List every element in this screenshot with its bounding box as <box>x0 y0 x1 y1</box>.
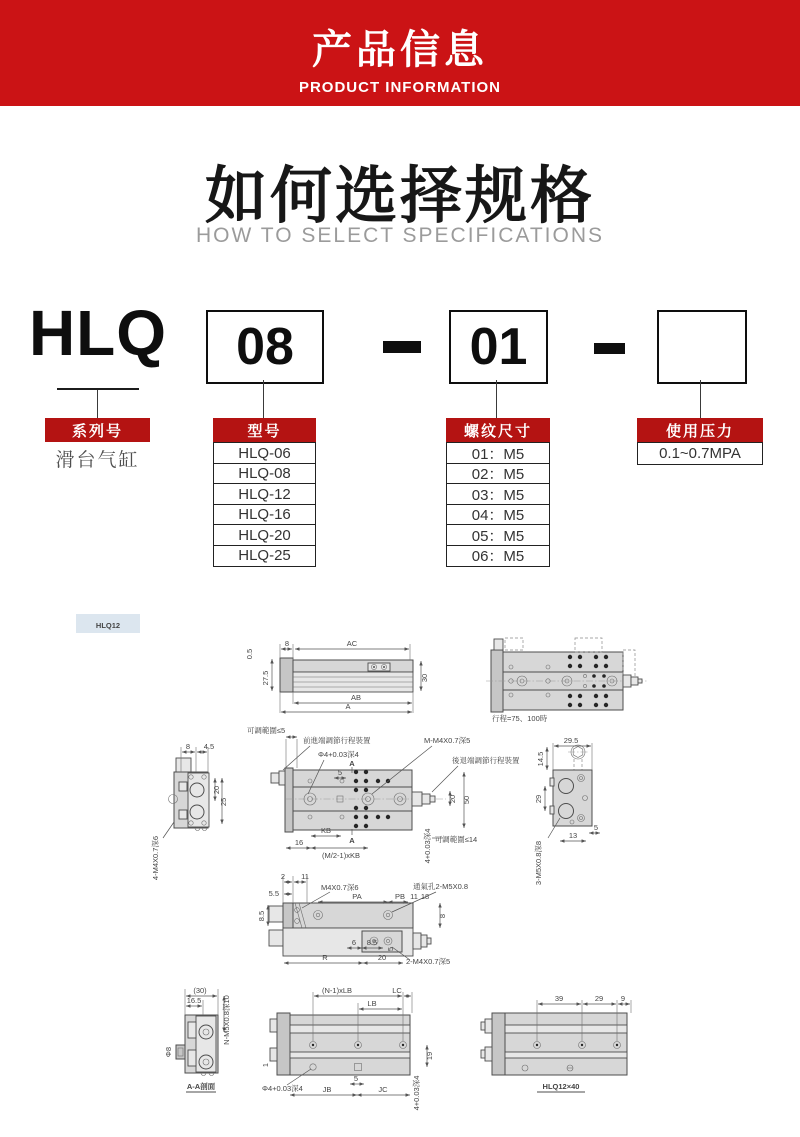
dash-separator <box>383 341 421 353</box>
dim-label: 8 <box>185 742 191 751</box>
annotation: 通氣孔2-M5X0.8 <box>413 882 469 891</box>
view-label: A-A剖面 <box>186 1082 216 1091</box>
dim-label: A <box>345 702 351 711</box>
model-box-thread: 01 <box>449 310 548 384</box>
dim-label: 11 <box>410 892 418 901</box>
annotation: Φ4+0.03深4 <box>262 1084 303 1093</box>
dim-label: (N-1)xLB <box>321 986 353 995</box>
connector-line <box>496 380 497 418</box>
table-row: 06：M5 <box>446 545 550 567</box>
dim-label: LC <box>392 986 402 995</box>
dim-label: 29.5 <box>563 736 579 745</box>
annotation: 2-M4X0.7深5 <box>406 957 451 966</box>
dim-label: 29 <box>534 794 543 804</box>
dim-label: 5.5 <box>268 889 279 898</box>
dim-label: KB <box>320 826 332 835</box>
pressure-header: 使用压力 <box>637 418 763 442</box>
table-row: HLQ-06 <box>213 442 316 464</box>
model-header: 型号 <box>213 418 316 442</box>
dim-label: 4+0.03深4 <box>412 1075 421 1111</box>
dim-label: 8 <box>438 913 447 919</box>
model-table <box>213 442 316 567</box>
dim-label: 16 <box>294 838 304 847</box>
table-row: HLQ-12 <box>213 483 316 505</box>
dash-separator <box>594 343 625 354</box>
drawing-model-badge <box>76 614 140 633</box>
table-row: 0.1~0.7MPA <box>637 442 763 465</box>
technical-drawings <box>0 600 800 1137</box>
dim-label: 11 <box>301 872 309 881</box>
dim-label: 19 <box>425 1051 434 1061</box>
section-mark: A <box>349 836 355 845</box>
view-side-top <box>245 639 429 713</box>
view-plan-top <box>486 638 648 723</box>
dim-label: 13 <box>568 831 578 840</box>
view-end-left <box>151 742 228 880</box>
table-row: 03：M5 <box>446 483 550 505</box>
dim-label: 6 <box>351 938 357 947</box>
dim-label: 29 <box>594 994 604 1003</box>
dim-label: 8.5 <box>257 910 266 922</box>
view-end-right <box>534 736 600 885</box>
dim-label: 5 <box>593 823 599 832</box>
dim-label: (30) <box>193 986 207 995</box>
connector-line <box>97 390 98 418</box>
dim-label: 2 <box>280 872 286 881</box>
series-underline <box>57 388 139 390</box>
view-side-mid <box>257 872 468 966</box>
table-row: HLQ-20 <box>213 524 316 546</box>
table-row: 02：M5 <box>446 463 550 485</box>
series-value: 滑台气缸 <box>55 450 140 471</box>
thread-table <box>446 442 550 567</box>
dim-label: R <box>322 953 328 962</box>
dim-label: 9 <box>620 994 626 1003</box>
dim-label: 20 <box>448 794 457 804</box>
dim-label: (M/2-1)xKB <box>322 851 360 860</box>
connector-line <box>263 380 264 418</box>
annotation: M-M4X0.7深5 <box>424 736 471 745</box>
annotation: 可調範圍≤14 <box>434 835 478 844</box>
model-box-bore: 08 <box>206 310 324 384</box>
dim-label: 25 <box>219 797 228 807</box>
view-plan-main <box>247 725 520 863</box>
dim-label: 5 <box>353 1074 359 1083</box>
view-bottom-mid <box>261 986 434 1110</box>
table-row: HLQ-25 <box>213 545 316 567</box>
annotation: M4X0.7深6 <box>321 883 359 892</box>
table-row: 05：M5 <box>446 524 550 546</box>
pressure-table <box>637 442 763 465</box>
model-box-pressure <box>657 310 747 384</box>
dim-label: JB <box>322 1085 332 1094</box>
connector-line <box>700 380 701 418</box>
dim-label: 5 <box>386 946 395 952</box>
view-section-aa <box>164 986 231 1092</box>
page-title: 如何选择规格 <box>204 162 595 231</box>
section-mark: A <box>349 759 355 768</box>
dim-label: 14.5 <box>536 751 545 767</box>
dim-label: 50 <box>462 795 471 805</box>
dim-label: 20 <box>377 953 387 962</box>
thread-callout: 4-M4X0.7深6 <box>151 835 160 881</box>
dim-label: AB <box>350 693 362 702</box>
stroke-note: 行程=75、100時 <box>492 714 548 723</box>
banner <box>0 0 800 106</box>
dim-label: 18 <box>420 892 430 901</box>
table-row: 01：M5 <box>446 442 550 464</box>
dim-label: 30 <box>420 673 429 683</box>
table-row: HLQ-16 <box>213 504 316 526</box>
table-row: HLQ-08 <box>213 463 316 485</box>
banner-title: 产品信息 <box>312 28 488 72</box>
annotation: 可調範圍≤5 <box>246 726 286 735</box>
annotation: Φ4+0.03深4 <box>318 750 359 759</box>
dim-label: 5 <box>337 768 343 777</box>
dim-label: AC <box>346 639 358 648</box>
drawing-model-label: HLQ12 <box>95 621 121 630</box>
dim-label: Φ8 <box>164 1046 173 1058</box>
dim-label: JC <box>378 1085 388 1094</box>
model-series-text: HLQ <box>28 297 168 369</box>
thread-callout: 3-M5X0.8深8 <box>534 840 543 886</box>
dim-label: PB <box>394 892 406 901</box>
dim-label: 4.5 <box>203 742 215 751</box>
dim-label: 16.5 <box>186 996 202 1005</box>
table-row: 04：M5 <box>446 504 550 526</box>
dim-label: 27.5 <box>261 670 270 686</box>
banner-subtitle: PRODUCT INFORMATION <box>298 79 502 96</box>
dim-label: 0.5 <box>245 648 254 660</box>
page-subtitle: HOW TO SELECT SPECIFICATIONS <box>195 224 604 247</box>
view-label: HLQ12×40 <box>542 1082 580 1091</box>
dim-label: 20 <box>212 785 221 795</box>
dim-label: 8 <box>284 639 290 648</box>
series-header: 系列号 <box>45 418 150 442</box>
annotation: 前進端調節行程裝置 <box>303 736 371 745</box>
dim-label: 8.5 <box>366 938 378 947</box>
dim-label: 39 <box>554 994 564 1003</box>
dim-label: 1 <box>261 1062 270 1068</box>
thread-header: 螺纹尺寸 <box>446 418 550 442</box>
dim-label: 4+0.03深4 <box>423 828 432 864</box>
annotation: 後退端調節行程裝置 <box>452 756 520 765</box>
thread-callout: N-M5X0.8深10 <box>222 995 231 1045</box>
view-bottom-right <box>481 994 631 1092</box>
dim-label: PA <box>352 892 362 901</box>
dim-label: LB <box>367 999 377 1008</box>
